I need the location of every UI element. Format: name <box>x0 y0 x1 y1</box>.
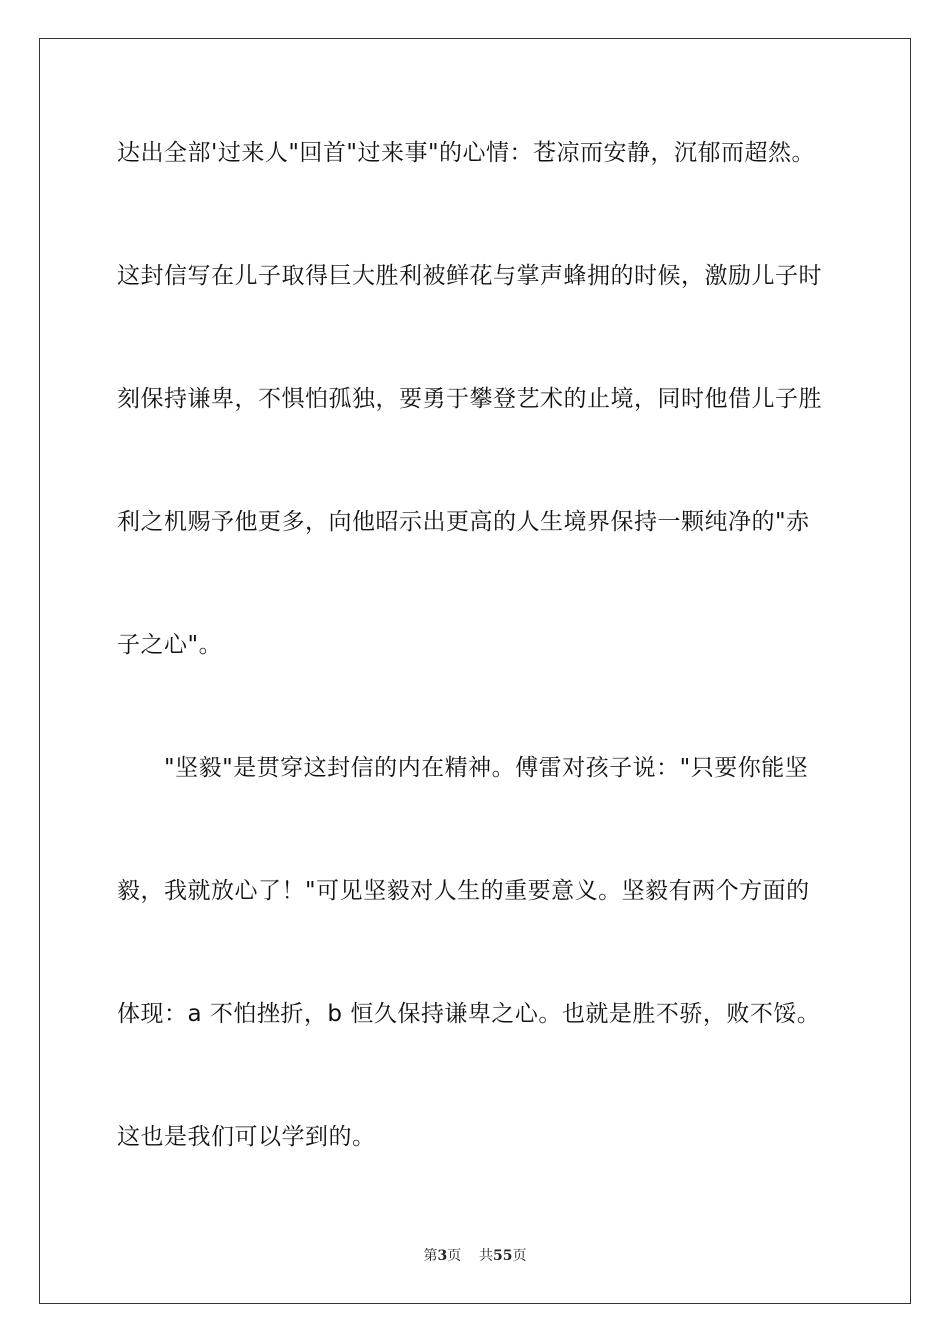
page-footer <box>0 1246 950 1266</box>
text-line: 刻保持谦卑，不惧怕孤独，要勇于攀登艺术的止境，同时他借儿子胜 <box>117 386 822 412</box>
page-suffix: 页 <box>447 1248 462 1264</box>
paragraph-first-line: "坚毅"是贯穿这封信的内在精神。傅雷对孩子说："只要你能坚 <box>164 755 809 781</box>
page-frame <box>39 38 911 1304</box>
text-line: 这封信写在儿子取得巨大胜利被鲜花与掌声蜂拥的时候，激励儿子时 <box>117 263 822 289</box>
total-suffix: 页 <box>512 1248 527 1264</box>
page-number: 3 <box>437 1248 448 1264</box>
total-prefix: 共 <box>479 1248 494 1264</box>
text-line: 子之心"。 <box>117 632 223 658</box>
text-line: 利之机赐予他更多，向他昭示出更高的人生境界保持一颗纯净的"赤 <box>117 509 810 535</box>
text-line: 毅，我就放心了！"可见坚毅对人生的重要意义。坚毅有两个方面的 <box>117 878 810 904</box>
text-line: 体现：a 不怕挫折，b 恒久保持谦卑之心。也就是胜不骄，败不馁。 <box>117 1001 821 1027</box>
page-prefix: 第 <box>423 1248 438 1264</box>
text-line: 这也是我们可以学到的。 <box>117 1124 376 1150</box>
total-pages: 55 <box>493 1248 513 1264</box>
text-line: 达出全部'过来人"回首"过来事"的心情：苍凉而安静，沉郁而超然。 <box>117 140 816 166</box>
